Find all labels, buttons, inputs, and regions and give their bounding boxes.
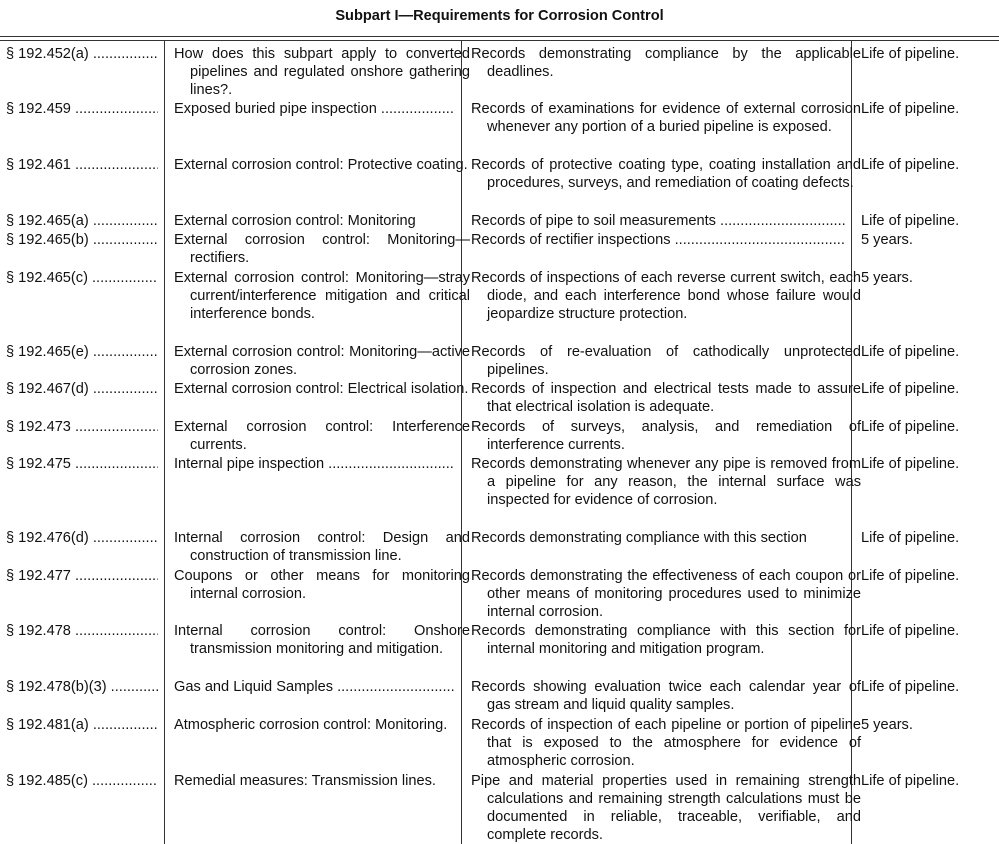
retention-cell: Life of pipeline. bbox=[861, 157, 960, 173]
section-cell: § 192.478 ..... bbox=[6, 622, 158, 640]
retention-cell: 5 years. bbox=[861, 270, 913, 286]
record-cell: Records demonstrating compliance with this section for internal monitoring and mitigation program. bbox=[471, 623, 861, 658]
record-cell: Records of inspections of each reverse current switch, each diode, and each interference bond whose failure would jeopardize structure protection. bbox=[471, 270, 861, 323]
section-cell: § 192.461 ..... bbox=[6, 156, 158, 174]
record-cell: Records of inspection and electrical tests made to assure that electrical isolation is adequate. bbox=[471, 381, 861, 416]
section-cell: § 192.465(e) ..... bbox=[6, 343, 158, 361]
record-cell: Records of inspection of each pipeline or portion of pipeline that is exposed to the atmosphere for evidence of atmospheric corrosion. bbox=[471, 717, 861, 770]
retention-cell: Life of pipeline. bbox=[861, 46, 960, 62]
section-cell: § 192.475 ..... bbox=[6, 455, 158, 473]
title-rule-top bbox=[0, 36, 999, 37]
description-cell: External corrosion control: Monitoring bbox=[174, 213, 416, 229]
record-cell: Pipe and material properties used in remaining strength calculations and remaining strength calculations must be documented in reliable, traceable, verifiable, and complete records. bbox=[471, 773, 861, 844]
description-cell: Internal corrosion control: Onshore transmission monitoring and mitigation. bbox=[174, 623, 470, 658]
description-text: Gas and Liquid Samples ..... bbox=[174, 678, 454, 696]
retention-cell: Life of pipeline. bbox=[861, 530, 960, 546]
description-cell: External corrosion control: Monitoring—rectifiers. bbox=[174, 232, 470, 267]
description-cell: Remedial measures: Transmission lines. bbox=[174, 773, 436, 789]
section-cell: § 192.465(a) ..... bbox=[6, 212, 158, 230]
retention-cell: 5 years. bbox=[861, 232, 913, 248]
section-cell: § 192.478(b)(3) ..... bbox=[6, 678, 158, 696]
description-cell: External corrosion control: Protective coating. bbox=[174, 157, 468, 173]
record-cell bbox=[471, 231, 845, 249]
section-cell: § 192.452(a) ..... bbox=[6, 45, 158, 63]
record-cell: Records of surveys, analysis, and remediation of interference currents. bbox=[471, 419, 861, 454]
retention-cell: Life of pipeline. bbox=[861, 456, 960, 472]
record-cell: Records of examinations for evidence of external corrosion whenever any portion of a buried pipeline is exposed. bbox=[471, 101, 861, 136]
description-cell: How does this subpart apply to converted pipelines and regulated onshore gathering lines?. bbox=[174, 46, 470, 99]
retention-cell: Life of pipeline. bbox=[861, 344, 960, 360]
section-cell: § 192.465(c) ..... bbox=[6, 269, 158, 287]
section-cell: § 192.485(c) ..... bbox=[6, 772, 158, 790]
record-cell: Records of protective coating type, coating installation and procedures, surveys, and remediation of coating defects. bbox=[471, 157, 861, 192]
description-cell: External corrosion control: Monitoring—stray current/interference mitigation and critical interference bonds. bbox=[174, 270, 470, 323]
table-title: Subpart I—Requirements for Corrosion Control bbox=[335, 8, 664, 24]
record-cell: Records demonstrating the effectiveness of each coupon or other means of monitoring procedures used to minimize internal corrosion. bbox=[471, 568, 861, 621]
record-text: Records of rectifier inspections ..... bbox=[471, 231, 845, 249]
section-cell: § 192.473 ..... bbox=[6, 418, 158, 436]
description-cell: External corrosion control: Monitoring—active corrosion zones. bbox=[174, 344, 470, 379]
record-cell: Records demonstrating whenever any pipe is removed from a pipeline for any reason, the internal surface was inspected for evidence of corrosion. bbox=[471, 456, 861, 509]
section-cell: § 192.477 ..... bbox=[6, 567, 158, 585]
description-cell: External corrosion control: Interference currents. bbox=[174, 419, 470, 454]
description-text: Internal pipe inspection ..... bbox=[174, 455, 454, 473]
section-cell: § 192.476(d) ..... bbox=[6, 529, 158, 547]
retention-cell: Life of pipeline. bbox=[861, 773, 960, 789]
retention-cell: Life of pipeline. bbox=[861, 679, 960, 695]
description-cell: Coupons or other means for monitoring internal corrosion. bbox=[174, 568, 470, 603]
section-cell: § 192.459 ..... bbox=[6, 100, 158, 118]
description-cell: External corrosion control: Electrical isolation. bbox=[174, 381, 469, 397]
section-cell: § 192.467(d) ..... bbox=[6, 380, 158, 398]
section-cell: § 192.465(b) ..... bbox=[6, 231, 158, 249]
record-cell bbox=[471, 212, 845, 230]
description-cell: Atmospheric corrosion control: Monitoring. bbox=[174, 717, 448, 733]
retention-cell: Life of pipeline. bbox=[861, 568, 960, 584]
retention-cell: Life of pipeline. bbox=[861, 419, 960, 435]
description-cell bbox=[174, 100, 454, 118]
description-text: Exposed buried pipe inspection ..... bbox=[174, 100, 454, 118]
retention-cell: Life of pipeline. bbox=[861, 101, 960, 117]
record-text: Records of pipe to soil measurements ..... bbox=[471, 212, 845, 230]
title-rule-bottom bbox=[0, 40, 999, 41]
record-cell: Records demonstrating compliance with this section bbox=[471, 530, 807, 546]
retention-cell: Life of pipeline. bbox=[861, 213, 960, 229]
description-cell: Internal corrosion control: Design and construction of transmission line. bbox=[174, 530, 470, 565]
record-cell: Records of re-evaluation of cathodically unprotected pipelines. bbox=[471, 344, 861, 379]
retention-cell: Life of pipeline. bbox=[861, 623, 960, 639]
column-divider bbox=[164, 40, 165, 844]
description-cell bbox=[174, 678, 454, 696]
record-cell: Records demonstrating compliance by the applicable deadlines. bbox=[471, 46, 861, 81]
record-cell: Records showing evaluation twice each calendar year of gas stream and liquid quality samples. bbox=[471, 679, 861, 714]
section-cell: § 192.481(a) ..... bbox=[6, 716, 158, 734]
retention-cell: 5 years. bbox=[861, 717, 913, 733]
description-cell bbox=[174, 455, 454, 473]
retention-cell: Life of pipeline. bbox=[861, 381, 960, 397]
